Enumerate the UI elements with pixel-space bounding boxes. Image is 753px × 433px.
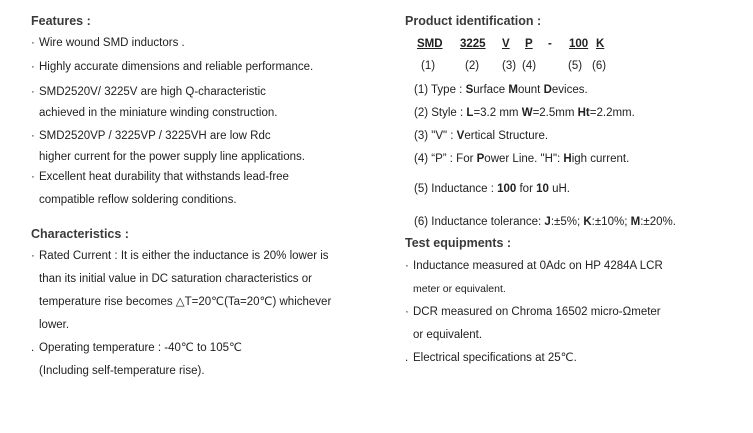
code-structure: V [502,38,510,50]
test-text: Electrical specifications at 25℃. [413,352,577,364]
test-text: DCR measured on Chroma 16502 micro-Ωmeter [413,306,661,318]
code-dash: - [548,38,552,50]
feature-text: Wire wound SMD inductors . [39,37,185,49]
test-equipments-heading: Test equipments : [405,236,512,250]
characteristic-text: lower. [39,319,70,331]
p-definition: (4) “P” : For Power Line. "H": High current. [414,153,630,165]
bullet: · [405,260,409,272]
code-power: P [525,38,533,50]
feature-text: SMD2520VP / 3225VP / 3225VH are low Rdc [39,130,271,142]
characteristic-text: Rated Current : It is either the inductance is 20% lower is [39,250,329,262]
code-series: SMD [417,38,443,50]
bullet: · [31,250,35,262]
code-number: (1) [421,60,436,72]
bullet: · [31,37,35,49]
test-text: Inductance measured at 0Adc on HP 4284A LCR [413,260,663,272]
bullet: · [405,306,409,318]
feature-text: SMD2520V/ 3225V are high Q-characteristic [39,86,266,98]
code-number: (6) [592,60,607,72]
code-number: (2) [465,60,480,72]
feature-text: achieved in the miniature winding construction. [39,107,278,119]
characteristic-text: temperature rise becomes △T=20℃(Ta=20℃) whichever [39,296,332,308]
product-identification-heading: Product identification : [405,14,542,28]
characteristic-text: than its initial value in DC saturation characteristics or [39,273,312,285]
characteristic-text: Operating temperature : -40℃ to 105℃ [39,342,242,354]
feature-text: Highly accurate dimensions and reliable performance. [39,61,314,73]
code-number: (5) [568,60,583,72]
features-heading: Features : [31,14,91,28]
tolerance-definition: (6) Inductance tolerance: J:±5%; K:±10%; M:±20%. [414,216,676,228]
code-size: 3225 [460,38,486,50]
type-definition: (1) Type : Surface Mount Devices. [414,84,588,96]
style-definition: (2) Style : L=3.2 mm W=2.5mm Ht=2.2mm. [414,107,635,119]
feature-text: Excellent heat durability that withstands lead-free [39,171,289,183]
test-text: meter or equivalent. [413,283,506,295]
test-text: or equivalent. [413,329,483,341]
bullet: . [405,352,409,364]
bullet: · [31,86,35,98]
feature-text: higher current for the power supply line applications. [39,151,305,163]
product-code [405,37,745,53]
bullet: · [31,130,35,142]
code-numbers [405,59,745,75]
code-tolerance: K [596,38,605,50]
bullet: . [31,342,35,354]
code-number: (3) [502,60,517,72]
inductance-definition: (5) Inductance : 100 for 10 uH. [414,183,570,195]
characteristics-heading: Characteristics : [31,227,129,241]
code-inductance: 100 [569,38,589,50]
bullet: · [31,61,35,73]
characteristic-text: (Including self-temperature rise). [39,365,205,377]
feature-text: compatible reflow soldering conditions. [39,194,237,206]
v-definition: (3) "V" : Vertical Structure. [414,130,549,142]
code-number: (4) [522,60,537,72]
bullet: · [31,171,35,183]
